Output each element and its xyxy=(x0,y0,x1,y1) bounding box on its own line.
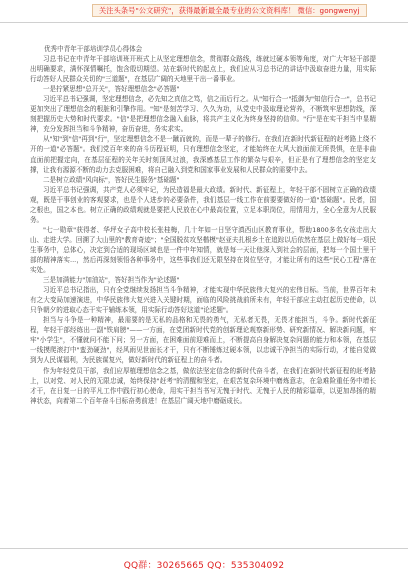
section-heading: 三是加满能力"加油站"，答好担当作为"论述题" xyxy=(43,276,180,285)
paragraph: 作为年轻党员干部，我们应厚植理想信念之基，做依法坚定信念的新时代奋斗者，在我们在新时代新征程的赶考路上，以对党、对人民的无限忠诚，始终保持"赶考"的清醒和坚定，在艰苦复杂环境中磨炼意志，在急难险重任务中增长才干，在日复一日的平凡工作中践行初心使命，用实干担当书写无愧于时代、无愧于人民的精彩篇章，以更加昂扬的精神状态，向着第二个百年奋斗目标奋勇前进！在基层广阔天地中磨砺成长。 xyxy=(30,366,376,405)
paragraph: 从"知"到"信"再到"行"，坚定理想信念不是一蹴而就的，而是一辈子的修行。在我们在新时代新征程的赶考路上绕不开的一道"必答题"。我们党百年来的奋斗历程证明，只有理想信念坚定，才能始终在大风大浪面前无所畏惧，在是非曲直面前把握定向，在基层征程的关年关时刻顶风过浪，我深感基层工作的繁杂与艰辛，但正是有了理想信念的坚定支撑，让我有源源不断的动力去克服困难，将自己融入到党和国家事业发展和人民群众的需要中去。 xyxy=(30,135,376,174)
paragraph: 习近平总书记强调，共产党人必须牢记，为民造福是最大政绩。新时代、新征程上，年轻干部不固树立正确的政绩观，既是干事创业的客观要求，也是个人进步的必要条件，我们基层一线工作在前要要做好的一道"基础题"。民者，国之根也，国之本也。树立正确的政绩观就是要把人民放在心中最高位置，立足本职岗位，用情用力，全心全意为人民服务。 xyxy=(30,185,376,224)
bottom-footer xyxy=(0,548,408,581)
paragraph: "七一勋章"获得者、华坪女子高中校长张桂梅，几十年如一日坚守滇西山区教育事业，帮助1800多名女孩走出大山、走进大学。回溯了大山里的"教育奇迹"；"全国脱贫攻坚楷模"赵亚夫扎根乡土在追踪以后依然在基层上做好每一项民生事务中，总体心，决定到合适的现场区域也是一件中年知情，就是每一天让他深入到社会的层面，把每一个国土里干部的精神落实...，然后再深刻领悟各种事务中，这些事我们还无限坚持在岗位坚守，才能让所有的这些"民心工程"落在实处。 xyxy=(30,225,376,275)
paragraph: 习近平总书记指出，只有全党继续发扬担当斗争精神，才能实现中华民族伟大复兴的宏伟目标。当前，世界百年未有之大变局加速演进，中华民族伟大复兴进入关键时期，面临的风险挑战前所未有，年轻干部应主动扛起历史使命，以只争朝夕的进取心态干实干辅练本领，用实际行动答好这道"论述题"。 xyxy=(30,286,376,315)
top-banner xyxy=(0,0,408,23)
section-heading: 一是拧紧思想"总开关"，答好理想信念"必答题" xyxy=(43,85,180,94)
banner-text: 关注头条号"公文研究"，获得最新最全最专业的公文资料库！ 微信：gongwenyj xyxy=(92,4,367,17)
section-heading: 二是树立政绩"风向标"，答好民生服务"基础题" xyxy=(43,175,180,184)
paragraph: 习近平总书记强调，坚定理想信念，必先知之真信之笃，信之而后行之。从"知行合一"抵御为"知信行合一"，总书记更加突出了理想信念的根脏和引擎作用。"知"是刻苦学习、久久为功，从党史中汲取理论营养，不断筑牢思想防线，深刻把握历史大势和时代要求。"信"是把理想信念融入血脉，将共产主义化为终身坚持的信仰。"行"是在实干担当中显精神，充分发挥担当和斗争精神，奋历奋进，务实求实。 xyxy=(30,95,376,134)
document-title: 优秀中青年干部培训学员心得体会 xyxy=(44,45,143,53)
paragraph: 担当与斗争是一种精神，最需要的是无私的品格和无畏的勇气，无私者无畏，无畏才能担当，斗争。新时代新征程，年轻干部经练出一副"铁肩膀"——一方面，在党团新时代党的创新理论观察新形势、研究新情况、解决新问题，牢牢"小学生"，不懂就问不能下问；另一方面，在困难面前迎难而上，不断提高自身解决复杂问题的能力和本领，在基层一线摸爬滚打中"蛮劲硬劲"，经风雨见世面长才干，只有不断锤炼过硬本领，以忠诚干净担当的实际行动，才能自觉做到为人民谋福利，为民族谋复兴，做好新时代的新征程上的奋斗者。 xyxy=(30,316,376,365)
paragraph: 习总书记在中青年干部培训班开班式上从坚定理想信念，贯彻群众路线，练就过硬本领等角度，对广大年轻干部提出明确要求，满怀深情嘱托，饱含殷切期望。站在新时代的起点上，我们应从习总书记的讲话中汲取奋进力量，用实际行动答好人民群众关切的"三道题"，在基层广阔的天地里干出一番事业。 xyxy=(30,55,376,84)
contact-text: QQ群：30265665 QQ：535304092 xyxy=(123,561,285,571)
document-body xyxy=(30,44,376,406)
